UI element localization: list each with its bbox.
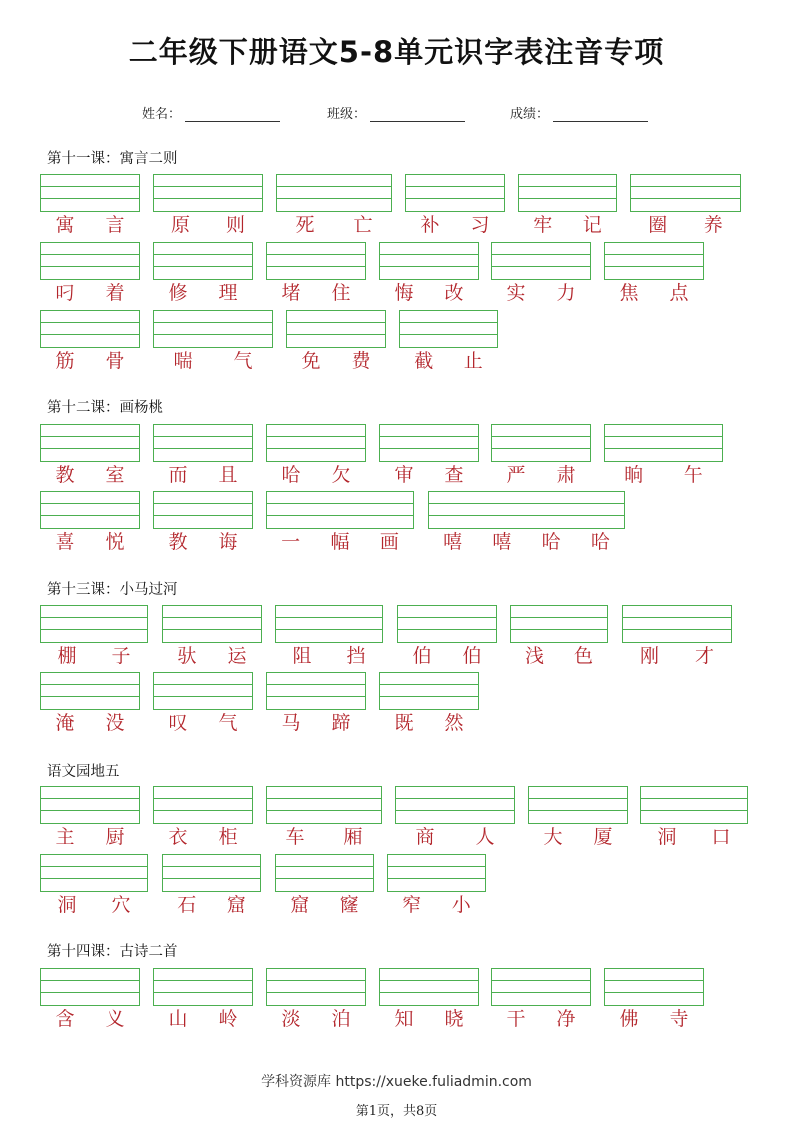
vocab-characters — [604, 281, 704, 305]
hanzi-character: 气 — [218, 712, 238, 734]
vocab-item — [266, 491, 414, 554]
vocab-characters — [387, 893, 486, 917]
vocab-characters — [266, 1007, 366, 1031]
pinyin-writing-box[interactable] — [153, 968, 253, 1006]
pinyin-writing-box[interactable] — [379, 672, 479, 710]
vocab-item — [399, 310, 498, 373]
hanzi-character: 牢 — [533, 214, 553, 236]
pinyin-writing-box[interactable] — [40, 786, 140, 824]
hanzi-character: 习 — [470, 214, 490, 236]
pinyin-writing-box[interactable] — [266, 968, 366, 1006]
hanzi-character: 费 — [351, 350, 371, 372]
pinyin-writing-box[interactable] — [266, 672, 366, 710]
vocab-characters — [153, 1007, 253, 1031]
vocab-characters — [162, 893, 261, 917]
hanzi-character: 叹 — [168, 712, 188, 734]
hanzi-character: 岭 — [218, 1008, 238, 1030]
hanzi-character: 嘻 — [443, 531, 463, 553]
vocab-item — [266, 242, 366, 305]
vocab-characters — [604, 463, 723, 487]
vocab-characters — [286, 349, 386, 373]
section-title: 第十四课：古诗二首 — [47, 944, 178, 960]
vocab-item — [491, 424, 591, 487]
hanzi-character: 养 — [703, 214, 723, 236]
hanzi-character: 才 — [694, 645, 714, 667]
hanzi-character: 言 — [105, 214, 125, 236]
hanzi-character: 叼 — [55, 282, 75, 304]
vocab-characters — [153, 463, 253, 487]
score-label: 成绩： — [510, 107, 550, 122]
hanzi-character: 补 — [420, 214, 440, 236]
vocab-item — [40, 310, 140, 373]
vocab-characters — [40, 825, 140, 849]
vocab-item — [604, 242, 704, 305]
hanzi-character: 喘 — [173, 350, 193, 372]
vocab-item — [397, 605, 497, 668]
vocab-item — [266, 968, 366, 1031]
pinyin-writing-box[interactable] — [266, 491, 414, 529]
section-title: 语文园地五 — [47, 764, 120, 780]
hanzi-character: 而 — [168, 464, 188, 486]
vocab-item — [266, 672, 366, 735]
hanzi-character: 淡 — [281, 1008, 301, 1030]
hanzi-character: 一 — [281, 531, 301, 553]
vocab-item — [518, 174, 617, 237]
vocab-item — [510, 605, 608, 668]
section-title: 第十三课：小马过河 — [47, 582, 178, 598]
hanzi-character: 悦 — [105, 531, 125, 553]
vocab-characters — [40, 463, 140, 487]
vocab-characters — [266, 711, 366, 735]
vocab-characters — [40, 213, 140, 237]
pinyin-writing-box[interactable] — [399, 310, 498, 348]
vocab-characters — [153, 349, 273, 373]
hanzi-character: 淹 — [55, 712, 75, 734]
hanzi-character: 人 — [475, 826, 495, 848]
hanzi-character: 严 — [506, 464, 526, 486]
hanzi-character: 哈 — [541, 531, 561, 553]
vocab-item — [153, 174, 263, 237]
vocab-item — [604, 968, 704, 1031]
hanzi-character: 伯 — [462, 645, 482, 667]
pinyin-writing-box[interactable] — [640, 786, 748, 824]
vocab-item — [387, 854, 486, 917]
hanzi-character: 画 — [379, 531, 399, 553]
vocab-item — [630, 174, 741, 237]
hanzi-character: 洞 — [57, 894, 77, 916]
vocab-item — [379, 242, 479, 305]
vocab-item — [395, 786, 515, 849]
vocab-characters — [276, 213, 392, 237]
section-title: 第十二课：画杨桃 — [47, 400, 163, 416]
hanzi-character: 原 — [170, 214, 190, 236]
vocab-characters — [397, 644, 497, 668]
vocab-item — [153, 968, 253, 1031]
vocab-item — [275, 605, 383, 668]
hanzi-character: 主 — [55, 826, 75, 848]
name-label: 姓名： — [142, 107, 182, 122]
vocab-item — [162, 854, 261, 917]
vocab-item — [266, 786, 382, 849]
hanzi-character: 商 — [415, 826, 435, 848]
vocab-characters — [275, 644, 383, 668]
hanzi-character: 穴 — [111, 894, 131, 916]
pinyin-writing-box[interactable] — [40, 605, 148, 643]
pinyin-writing-box[interactable] — [153, 491, 253, 529]
vocab-item — [379, 672, 479, 735]
pinyin-writing-box[interactable] — [153, 786, 253, 824]
hanzi-character: 晓 — [444, 1008, 464, 1030]
vocab-characters — [266, 825, 382, 849]
pinyin-writing-box[interactable] — [40, 310, 140, 348]
vocab-characters — [604, 1007, 704, 1031]
hanzi-character: 修 — [168, 282, 188, 304]
vocab-item — [528, 786, 628, 849]
vocab-item — [40, 854, 148, 917]
pinyin-writing-box[interactable] — [387, 854, 486, 892]
pinyin-writing-box[interactable] — [397, 605, 497, 643]
hanzi-character: 住 — [331, 282, 351, 304]
hanzi-character: 理 — [218, 282, 238, 304]
hanzi-character: 诲 — [218, 531, 238, 553]
hanzi-character: 刚 — [639, 645, 659, 667]
hanzi-character: 马 — [281, 712, 301, 734]
vocab-characters — [40, 1007, 140, 1031]
vocab-item — [40, 424, 140, 487]
vocab-characters — [640, 825, 748, 849]
vocab-characters — [153, 530, 253, 554]
pinyin-writing-box[interactable] — [162, 854, 261, 892]
hanzi-character: 泊 — [331, 1008, 351, 1030]
vocab-item — [491, 968, 591, 1031]
hanzi-character: 干 — [506, 1008, 526, 1030]
vocab-characters — [630, 213, 741, 237]
hanzi-character: 止 — [463, 350, 483, 372]
vocab-item — [428, 491, 625, 554]
hanzi-character: 口 — [711, 826, 731, 848]
hanzi-character: 寓 — [55, 214, 75, 236]
pinyin-writing-box[interactable] — [518, 174, 617, 212]
vocab-item — [640, 786, 748, 849]
pinyin-writing-box[interactable] — [40, 242, 140, 280]
pinyin-writing-box[interactable] — [379, 968, 479, 1006]
hanzi-character: 记 — [582, 214, 602, 236]
vocab-characters — [40, 893, 148, 917]
vocab-item — [40, 242, 140, 305]
hanzi-character: 亡 — [353, 214, 373, 236]
footer-source: 学科资源库 https://xueke.fuliadmin.com — [261, 1074, 532, 1090]
vocab-item — [153, 242, 253, 305]
hanzi-character: 改 — [444, 282, 464, 304]
vocab-characters — [266, 281, 366, 305]
vocab-characters — [266, 530, 414, 554]
pinyin-writing-box[interactable] — [275, 854, 374, 892]
vocab-item — [405, 174, 505, 237]
vocab-item — [153, 491, 253, 554]
pinyin-writing-box[interactable] — [266, 424, 366, 462]
vocab-characters — [528, 825, 628, 849]
vocab-item — [40, 491, 140, 554]
pinyin-writing-box[interactable] — [40, 174, 140, 212]
vocab-characters — [40, 644, 148, 668]
name-blank[interactable] — [185, 107, 280, 122]
vocab-characters — [153, 281, 253, 305]
hanzi-character: 窿 — [339, 894, 359, 916]
vocab-item — [153, 786, 253, 849]
pinyin-writing-box[interactable] — [153, 424, 253, 462]
vocab-item — [40, 786, 140, 849]
hanzi-character: 窄 — [402, 894, 422, 916]
pinyin-writing-box[interactable] — [379, 242, 479, 280]
pinyin-writing-box[interactable] — [528, 786, 628, 824]
pinyin-writing-box[interactable] — [40, 491, 140, 529]
vocab-characters — [40, 349, 140, 373]
vocab-characters — [40, 530, 140, 554]
hanzi-character: 运 — [227, 645, 247, 667]
hanzi-character: 佛 — [619, 1008, 639, 1030]
vocab-item — [153, 424, 253, 487]
hanzi-character: 晌 — [624, 464, 644, 486]
pinyin-writing-box[interactable] — [40, 424, 140, 462]
vocab-item — [379, 968, 479, 1031]
vocab-characters — [266, 463, 366, 487]
hanzi-character: 教 — [55, 464, 75, 486]
pinyin-writing-box[interactable] — [405, 174, 505, 212]
vocab-item — [379, 424, 479, 487]
hanzi-character: 小 — [451, 894, 471, 916]
vocab-item — [275, 854, 374, 917]
name-field[interactable] — [142, 103, 280, 122]
vocab-characters — [518, 213, 617, 237]
vocab-characters — [379, 463, 479, 487]
pinyin-writing-box[interactable] — [630, 174, 741, 212]
vocab-characters — [399, 349, 498, 373]
hanzi-character: 棚 — [57, 645, 77, 667]
score-field[interactable] — [510, 103, 648, 122]
score-blank[interactable] — [553, 107, 648, 122]
vocab-item — [622, 605, 732, 668]
pinyin-writing-box[interactable] — [622, 605, 732, 643]
vocab-item — [266, 424, 366, 487]
pinyin-writing-box[interactable] — [40, 968, 140, 1006]
vocab-item — [153, 672, 253, 735]
pinyin-writing-box[interactable] — [153, 310, 273, 348]
vocab-characters — [428, 530, 625, 554]
hanzi-character: 免 — [301, 350, 321, 372]
vocab-characters — [622, 644, 732, 668]
hanzi-character: 色 — [573, 645, 593, 667]
vocab-characters — [379, 1007, 479, 1031]
hanzi-character: 窟 — [226, 894, 246, 916]
vocab-item — [276, 174, 392, 237]
hanzi-character: 车 — [285, 826, 305, 848]
pinyin-writing-box[interactable] — [153, 242, 253, 280]
hanzi-character: 堵 — [281, 282, 301, 304]
page-title: 二年级下册语文5-8单元识字表注音专项 — [128, 35, 665, 69]
pinyin-writing-box[interactable] — [276, 174, 392, 212]
hanzi-character: 焦 — [619, 282, 639, 304]
hanzi-character: 没 — [105, 712, 125, 734]
pinyin-writing-box[interactable] — [40, 672, 140, 710]
hanzi-character: 含 — [55, 1008, 75, 1030]
vocab-characters — [162, 644, 262, 668]
hanzi-character: 圈 — [648, 214, 668, 236]
hanzi-character: 厨 — [105, 826, 125, 848]
hanzi-character: 喜 — [55, 531, 75, 553]
hanzi-character: 既 — [394, 712, 414, 734]
hanzi-character: 浅 — [524, 645, 544, 667]
hanzi-character: 义 — [105, 1008, 125, 1030]
pinyin-writing-box[interactable] — [428, 491, 625, 529]
vocab-characters — [40, 711, 140, 735]
pinyin-writing-box[interactable] — [604, 242, 704, 280]
pinyin-writing-box[interactable] — [510, 605, 608, 643]
pinyin-writing-box[interactable] — [604, 968, 704, 1006]
vocab-characters — [153, 213, 263, 237]
class-label: 班级： — [327, 107, 367, 122]
vocab-characters — [379, 281, 479, 305]
hanzi-character: 则 — [225, 214, 245, 236]
hanzi-character: 死 — [295, 214, 315, 236]
hanzi-character: 洞 — [657, 826, 677, 848]
class-blank[interactable] — [370, 107, 465, 122]
hanzi-character: 查 — [444, 464, 464, 486]
vocab-characters — [405, 213, 505, 237]
pinyin-writing-box[interactable] — [275, 605, 383, 643]
hanzi-character: 点 — [669, 282, 689, 304]
hanzi-character: 阻 — [292, 645, 312, 667]
vocab-characters — [395, 825, 515, 849]
hanzi-character: 骨 — [105, 350, 125, 372]
pinyin-writing-box[interactable] — [491, 242, 591, 280]
hanzi-character: 截 — [414, 350, 434, 372]
pinyin-writing-box[interactable] — [491, 424, 591, 462]
hanzi-character: 悔 — [394, 282, 414, 304]
hanzi-character: 筋 — [55, 350, 75, 372]
hanzi-character: 肃 — [556, 464, 576, 486]
vocab-item — [286, 310, 386, 373]
vocab-characters — [510, 644, 608, 668]
hanzi-character: 厢 — [343, 826, 363, 848]
vocab-characters — [491, 463, 591, 487]
hanzi-character: 净 — [556, 1008, 576, 1030]
vocab-characters — [153, 825, 253, 849]
pinyin-writing-box[interactable] — [40, 854, 148, 892]
pinyin-writing-box[interactable] — [286, 310, 386, 348]
hanzi-character: 大 — [543, 826, 563, 848]
vocab-characters — [491, 281, 591, 305]
hanzi-character: 知 — [394, 1008, 414, 1030]
pinyin-writing-box[interactable] — [604, 424, 723, 462]
pinyin-writing-box[interactable] — [379, 424, 479, 462]
class-field[interactable] — [327, 103, 465, 122]
hanzi-character: 气 — [233, 350, 253, 372]
hanzi-character: 子 — [111, 645, 131, 667]
hanzi-character: 实 — [506, 282, 526, 304]
vocab-characters — [275, 893, 374, 917]
hanzi-character: 窟 — [290, 894, 310, 916]
vocab-item — [491, 242, 591, 305]
pinyin-writing-box[interactable] — [395, 786, 515, 824]
hanzi-character: 厦 — [593, 826, 613, 848]
hanzi-character: 着 — [105, 282, 125, 304]
footer-page-number: 第1页，共8页 — [355, 1104, 438, 1119]
hanzi-character: 衣 — [168, 826, 188, 848]
hanzi-character: 嘻 — [492, 531, 512, 553]
hanzi-character: 挡 — [346, 645, 366, 667]
hanzi-character: 室 — [105, 464, 125, 486]
vocab-characters — [491, 1007, 591, 1031]
vocab-characters — [153, 711, 253, 735]
pinyin-writing-box[interactable] — [162, 605, 262, 643]
hanzi-character: 山 — [168, 1008, 188, 1030]
hanzi-character: 蹄 — [331, 712, 351, 734]
hanzi-character: 寺 — [669, 1008, 689, 1030]
vocab-item — [162, 605, 262, 668]
hanzi-character: 然 — [444, 712, 464, 734]
hanzi-character: 午 — [683, 464, 703, 486]
hanzi-character: 欠 — [331, 464, 351, 486]
pinyin-writing-box[interactable] — [153, 174, 263, 212]
hanzi-character: 伯 — [412, 645, 432, 667]
vocab-characters — [379, 711, 479, 735]
section-title: 第十一课：寓言二则 — [47, 151, 178, 167]
vocab-item — [40, 968, 140, 1031]
hanzi-character: 驮 — [177, 645, 197, 667]
vocab-item — [40, 174, 140, 237]
pinyin-writing-box[interactable] — [266, 242, 366, 280]
vocab-item — [604, 424, 723, 487]
vocab-item — [153, 310, 273, 373]
hanzi-character: 石 — [177, 894, 197, 916]
hanzi-character: 柜 — [218, 826, 238, 848]
pinyin-writing-box[interactable] — [491, 968, 591, 1006]
hanzi-character: 教 — [168, 531, 188, 553]
hanzi-character: 力 — [556, 282, 576, 304]
pinyin-writing-box[interactable] — [153, 672, 253, 710]
hanzi-character: 哈 — [281, 464, 301, 486]
hanzi-character: 且 — [218, 464, 238, 486]
vocab-item — [40, 605, 148, 668]
pinyin-writing-box[interactable] — [266, 786, 382, 824]
vocab-characters — [40, 281, 140, 305]
hanzi-character: 幅 — [330, 531, 350, 553]
vocab-item — [40, 672, 140, 735]
hanzi-character: 哈 — [590, 531, 610, 553]
hanzi-character: 审 — [394, 464, 414, 486]
